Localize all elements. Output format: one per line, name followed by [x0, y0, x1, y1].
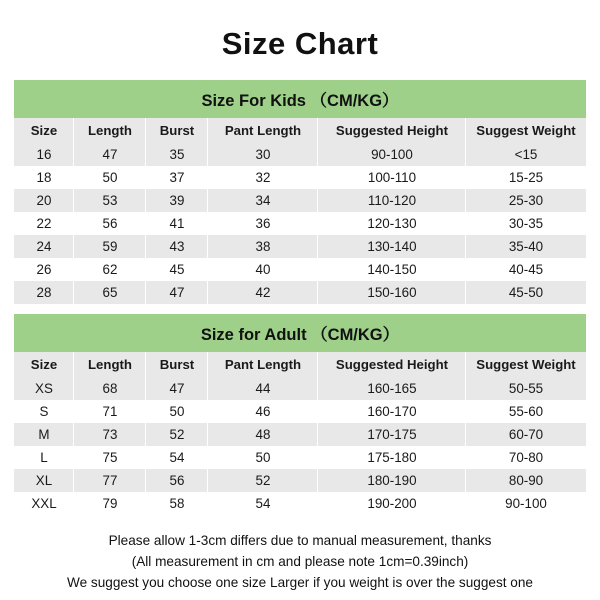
table-cell: 75 [74, 446, 146, 469]
table-cell: 65 [74, 281, 146, 304]
table-cell: 160-170 [318, 400, 466, 423]
table-cell: 30-35 [466, 212, 586, 235]
table-cell: 54 [208, 492, 318, 515]
table-row [14, 446, 586, 469]
table-cell: 38 [208, 235, 318, 258]
table-cell: 175-180 [318, 446, 466, 469]
section-spacer [0, 304, 600, 314]
page-title: Size Chart [221, 26, 379, 61]
table-cell: 30 [208, 143, 318, 166]
table-cell: XL [14, 469, 74, 492]
table-cell: 160-165 [318, 377, 466, 400]
table-cell: 41 [146, 212, 208, 235]
adult-column-header: Burst [146, 352, 208, 377]
table-cell: 47 [146, 281, 208, 304]
table-cell: 34 [208, 189, 318, 212]
kids-column-header: Pant Length [208, 118, 318, 143]
table-cell: 50 [74, 166, 146, 189]
table-cell: 42 [208, 281, 318, 304]
table-cell: XXL [14, 492, 74, 515]
table-cell: 90-100 [318, 143, 466, 166]
table-cell: 180-190 [318, 469, 466, 492]
adult-column-header: Pant Length [208, 352, 318, 377]
table-cell: 54 [146, 446, 208, 469]
table-row [14, 258, 586, 281]
kids-column-header: Suggested Height [318, 118, 466, 143]
table-cell: 28 [14, 281, 74, 304]
table-cell: 46 [208, 400, 318, 423]
kids-table-heading: Size For Kids （CM/KG） [14, 80, 586, 118]
table-cell: 35 [146, 143, 208, 166]
table-cell: 43 [146, 235, 208, 258]
table-cell: 36 [208, 212, 318, 235]
kids-table-banner-row [14, 80, 586, 118]
table-row [14, 377, 586, 400]
table-cell: 60-70 [466, 423, 586, 446]
table-cell: 77 [74, 469, 146, 492]
table-cell: 44 [208, 377, 318, 400]
table-cell: 53 [74, 189, 146, 212]
table-cell: 50 [208, 446, 318, 469]
kids-column-header: Size [14, 118, 74, 143]
table-cell: 68 [74, 377, 146, 400]
table-cell: L [14, 446, 74, 469]
kids-column-header: Suggest Weight [466, 118, 586, 143]
table-cell: 20 [14, 189, 74, 212]
table-cell: XS [14, 377, 74, 400]
table-cell: 18 [14, 166, 74, 189]
table-cell: 120-130 [318, 212, 466, 235]
table-cell: 130-140 [318, 235, 466, 258]
table-cell: 71 [74, 400, 146, 423]
table-cell: 52 [146, 423, 208, 446]
table-row [14, 143, 586, 166]
table-cell: 170-175 [318, 423, 466, 446]
table-cell: 70-80 [466, 446, 586, 469]
table-cell: 45-50 [466, 281, 586, 304]
adult-table-heading: Size for Adult （CM/KG） [14, 314, 586, 352]
table-cell: 48 [208, 423, 318, 446]
table-row [14, 189, 586, 212]
note-line: (All measurement in cm and please note 1cm=0.39inch) [131, 554, 469, 569]
table-cell: 190-200 [318, 492, 466, 515]
adult-column-header: Suggested Height [318, 352, 466, 377]
adult-column-header: Length [74, 352, 146, 377]
table-cell: 16 [14, 143, 74, 166]
table-cell: 22 [14, 212, 74, 235]
kids-table-header-row [14, 118, 586, 143]
adult-column-header: Size [14, 352, 74, 377]
table-cell: 150-160 [318, 281, 466, 304]
notes-section [14, 515, 586, 590]
table-row [14, 469, 586, 492]
table-cell: 73 [74, 423, 146, 446]
adult-table-header-row [14, 352, 586, 377]
table-cell: 140-150 [318, 258, 466, 281]
table-cell: 58 [146, 492, 208, 515]
adult-table-banner-row [14, 314, 586, 352]
table-cell: 37 [146, 166, 208, 189]
table-cell: <15 [466, 143, 586, 166]
table-cell: 15-25 [466, 166, 586, 189]
adult-size-table [13, 314, 586, 515]
table-cell: M [14, 423, 74, 446]
table-cell: 40 [208, 258, 318, 281]
note-line: Please allow 1-3cm differs due to manual measurement, thanks [108, 533, 492, 548]
table-cell: 47 [74, 143, 146, 166]
table-cell: 26 [14, 258, 74, 281]
table-cell: 79 [74, 492, 146, 515]
table-cell: 56 [146, 469, 208, 492]
table-cell: S [14, 400, 74, 423]
table-cell: 45 [146, 258, 208, 281]
table-cell: 24 [14, 235, 74, 258]
table-row [14, 423, 586, 446]
kids-size-table [13, 80, 586, 304]
table-row [14, 281, 586, 304]
kids-column-header: Burst [146, 118, 208, 143]
kids-column-header: Length [74, 118, 146, 143]
table-cell: 50 [146, 400, 208, 423]
table-cell: 32 [208, 166, 318, 189]
table-cell: 25-30 [466, 189, 586, 212]
table-cell: 35-40 [466, 235, 586, 258]
table-row [14, 492, 586, 515]
table-cell: 100-110 [318, 166, 466, 189]
table-cell: 56 [74, 212, 146, 235]
table-cell: 110-120 [318, 189, 466, 212]
table-cell: 62 [74, 258, 146, 281]
table-cell: 52 [208, 469, 318, 492]
table-cell: 59 [74, 235, 146, 258]
table-cell: 90-100 [466, 492, 586, 515]
table-cell: 40-45 [466, 258, 586, 281]
table-row [14, 235, 586, 258]
table-cell: 50-55 [466, 377, 586, 400]
table-cell: 55-60 [466, 400, 586, 423]
table-cell: 47 [146, 377, 208, 400]
table-row [14, 212, 586, 235]
table-cell: 80-90 [466, 469, 586, 492]
adult-column-header: Suggest Weight [466, 352, 586, 377]
table-row [14, 166, 586, 189]
table-row [14, 400, 586, 423]
table-cell: 39 [146, 189, 208, 212]
note-line: We suggest you choose one size Larger if you weight is over the suggest one [67, 575, 533, 590]
